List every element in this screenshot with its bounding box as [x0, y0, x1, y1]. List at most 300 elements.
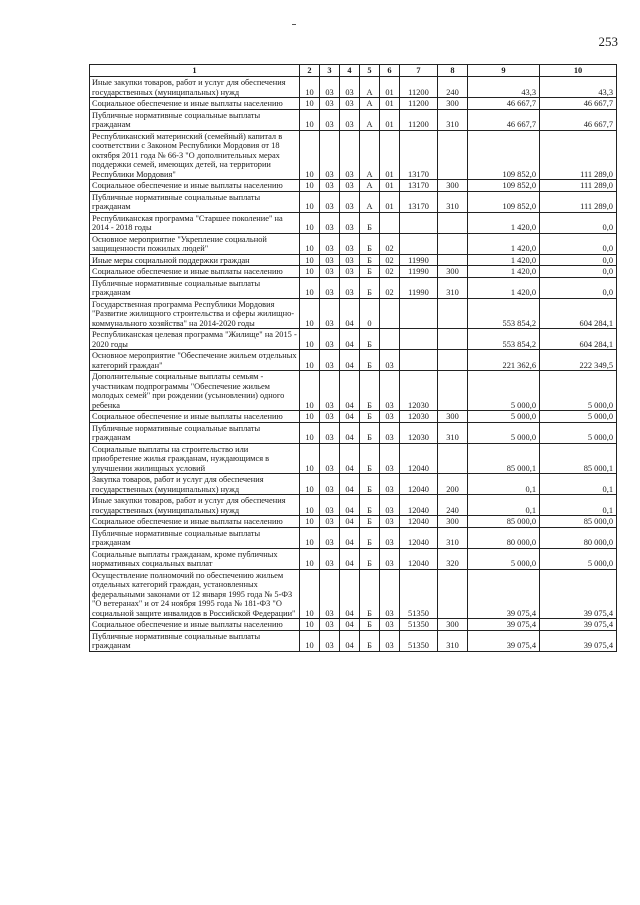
row-label: Социальные выплаты на строительство или приобретение жилья гражданам, нуждающимся в улучшении жилищных условий — [90, 443, 300, 474]
table-row — [90, 371, 617, 411]
subprogram-code: Б — [360, 527, 380, 548]
table-row — [90, 329, 617, 350]
expense-type-code — [438, 254, 468, 266]
direction-code: 11200 — [400, 98, 438, 110]
table-row — [90, 233, 617, 254]
measure-code: 01 — [380, 77, 400, 98]
amount-year-1: 0,1 — [468, 495, 540, 516]
amount-year-2: 5 000,0 — [540, 371, 617, 411]
subprogram-code: А — [360, 191, 380, 212]
amount-year-2: 111 289,0 — [540, 180, 617, 192]
row-label: Социальное обеспечение и иные выплаты населению — [90, 98, 300, 110]
expense-type-code: 300 — [438, 411, 468, 423]
program-code: 04 — [340, 329, 360, 350]
measure-code: 02 — [380, 266, 400, 278]
subsection-code: 03 — [320, 516, 340, 528]
amount-year-1: 553 854,2 — [468, 298, 540, 329]
direction-code: 12030 — [400, 422, 438, 443]
column-header: 4 — [340, 65, 360, 77]
subprogram-code: А — [360, 109, 380, 130]
subprogram-code: А — [360, 180, 380, 192]
program-code: 04 — [340, 298, 360, 329]
subsection-code: 03 — [320, 298, 340, 329]
amount-year-1: 1 420,0 — [468, 266, 540, 278]
row-label: Публичные нормативные социальные выплаты гражданам — [90, 630, 300, 651]
section-code: 10 — [300, 329, 320, 350]
amount-year-2: 0,0 — [540, 266, 617, 278]
amount-year-2: 39 075,4 — [540, 619, 617, 631]
subprogram-code: Б — [360, 443, 380, 474]
table-row — [90, 495, 617, 516]
subprogram-code: А — [360, 98, 380, 110]
direction-code — [400, 212, 438, 233]
program-code: 04 — [340, 516, 360, 528]
subprogram-code: Б — [360, 371, 380, 411]
row-label: Иные меры социальной поддержки граждан — [90, 254, 300, 266]
subsection-code: 03 — [320, 277, 340, 298]
subprogram-code: Б — [360, 411, 380, 423]
measure-code: 02 — [380, 277, 400, 298]
expense-type-code: 310 — [438, 527, 468, 548]
measure-code: 03 — [380, 371, 400, 411]
expense-type-code: 200 — [438, 474, 468, 495]
program-code: 03 — [340, 77, 360, 98]
table-row — [90, 77, 617, 98]
measure-code: 02 — [380, 254, 400, 266]
direction-code: 11990 — [400, 254, 438, 266]
expense-type-code: 240 — [438, 495, 468, 516]
table-row — [90, 443, 617, 474]
measure-code: 03 — [380, 474, 400, 495]
amount-year-1: 5 000,0 — [468, 371, 540, 411]
expense-type-code: 310 — [438, 630, 468, 651]
row-label: Социальные выплаты гражданам, кроме публичных нормативных социальных выплат — [90, 548, 300, 569]
amount-year-2: 111 289,0 — [540, 191, 617, 212]
program-code: 03 — [340, 191, 360, 212]
amount-year-1: 1 420,0 — [468, 233, 540, 254]
section-code: 10 — [300, 548, 320, 569]
table-row — [90, 516, 617, 528]
measure-code: 01 — [380, 109, 400, 130]
subprogram-code: Б — [360, 329, 380, 350]
table-row — [90, 277, 617, 298]
expense-type-code: 310 — [438, 277, 468, 298]
amount-year-2: 85 000,0 — [540, 516, 617, 528]
row-label: Социальное обеспечение и иные выплаты населению — [90, 619, 300, 631]
table-row — [90, 298, 617, 329]
subprogram-code: Б — [360, 212, 380, 233]
column-header: 2 — [300, 65, 320, 77]
table-row — [90, 180, 617, 192]
subsection-code: 03 — [320, 527, 340, 548]
amount-year-1: 85 000,1 — [468, 443, 540, 474]
column-header: 10 — [540, 65, 617, 77]
direction-code: 11990 — [400, 277, 438, 298]
row-label: Иные закупки товаров, работ и услуг для обеспечения государственных (муниципальных) нужд — [90, 495, 300, 516]
row-label: Республиканская программа "Старшее поколение" на 2014 - 2018 годы — [90, 212, 300, 233]
amount-year-1: 5 000,0 — [468, 422, 540, 443]
measure-code: 01 — [380, 180, 400, 192]
subprogram-code: Б — [360, 254, 380, 266]
measure-code: 01 — [380, 98, 400, 110]
row-label: Иные закупки товаров, работ и услуг для обеспечения государственных (муниципальных) нужд — [90, 77, 300, 98]
measure-code: 03 — [380, 495, 400, 516]
direction-code: 12040 — [400, 527, 438, 548]
amount-year-1: 221 362,6 — [468, 350, 540, 371]
measure-code: 03 — [380, 619, 400, 631]
subprogram-code: Б — [360, 233, 380, 254]
program-code: 03 — [340, 277, 360, 298]
amount-year-2: 39 075,4 — [540, 630, 617, 651]
subprogram-code: А — [360, 77, 380, 98]
program-code: 04 — [340, 569, 360, 619]
expense-type-code: 310 — [438, 422, 468, 443]
program-code: 04 — [340, 527, 360, 548]
amount-year-2: 43,3 — [540, 77, 617, 98]
section-code: 10 — [300, 109, 320, 130]
section-code: 10 — [300, 371, 320, 411]
row-label: Публичные нормативные социальные выплаты гражданам — [90, 527, 300, 548]
row-label: Социальное обеспечение и иные выплаты населению — [90, 516, 300, 528]
section-code: 10 — [300, 77, 320, 98]
section-code: 10 — [300, 191, 320, 212]
row-label: Социальное обеспечение и иные выплаты населению — [90, 411, 300, 423]
table-row — [90, 474, 617, 495]
direction-code: 51350 — [400, 619, 438, 631]
table-row — [90, 422, 617, 443]
program-code: 04 — [340, 548, 360, 569]
amount-year-1: 0,1 — [468, 474, 540, 495]
table-row — [90, 630, 617, 651]
subprogram-code: Б — [360, 548, 380, 569]
amount-year-1: 109 852,0 — [468, 191, 540, 212]
measure-code: 01 — [380, 130, 400, 180]
row-label: Республиканский материнский (семейный) капитал в соответствии с Законом Республики Мордовия от 18 октября 2011 года № 66-З "О дополнительных мерах поддержки семей, имеющих детей, на территории Республики Мордовия" — [90, 130, 300, 180]
subprogram-code: Б — [360, 630, 380, 651]
amount-year-1: 1 420,0 — [468, 212, 540, 233]
amount-year-2: 5 000,0 — [540, 411, 617, 423]
direction-code: 12030 — [400, 371, 438, 411]
direction-code: 12040 — [400, 516, 438, 528]
direction-code: 11200 — [400, 77, 438, 98]
subprogram-code: Б — [360, 569, 380, 619]
expense-type-code: 300 — [438, 98, 468, 110]
amount-year-2: 46 667,7 — [540, 109, 617, 130]
expense-type-code — [438, 350, 468, 371]
subsection-code: 03 — [320, 109, 340, 130]
direction-code: 11200 — [400, 109, 438, 130]
program-code: 04 — [340, 443, 360, 474]
section-code: 10 — [300, 443, 320, 474]
direction-code — [400, 350, 438, 371]
amount-year-1: 39 075,4 — [468, 569, 540, 619]
amount-year-2: 0,0 — [540, 277, 617, 298]
direction-code: 12040 — [400, 495, 438, 516]
section-code: 10 — [300, 254, 320, 266]
expense-type-code — [438, 212, 468, 233]
subsection-code: 03 — [320, 548, 340, 569]
amount-year-2: 111 289,0 — [540, 130, 617, 180]
column-header: 8 — [438, 65, 468, 77]
subsection-code: 03 — [320, 371, 340, 411]
subsection-code: 03 — [320, 443, 340, 474]
table-header-row — [90, 65, 617, 77]
amount-year-1: 43,3 — [468, 77, 540, 98]
table-row — [90, 548, 617, 569]
amount-year-1: 39 075,4 — [468, 619, 540, 631]
subsection-code: 03 — [320, 630, 340, 651]
amount-year-1: 80 000,0 — [468, 527, 540, 548]
measure-code — [380, 212, 400, 233]
measure-code: 03 — [380, 422, 400, 443]
program-code: 04 — [340, 371, 360, 411]
amount-year-2: 604 284,1 — [540, 298, 617, 329]
expense-type-code: 300 — [438, 266, 468, 278]
amount-year-2: 604 284,1 — [540, 329, 617, 350]
direction-code — [400, 298, 438, 329]
subsection-code: 03 — [320, 569, 340, 619]
amount-year-2: 222 349,5 — [540, 350, 617, 371]
measure-code — [380, 298, 400, 329]
amount-year-1: 5 000,0 — [468, 411, 540, 423]
section-code: 10 — [300, 233, 320, 254]
expense-type-code: 310 — [438, 191, 468, 212]
table-row — [90, 619, 617, 631]
subsection-code: 03 — [320, 266, 340, 278]
direction-code: 12040 — [400, 443, 438, 474]
direction-code: 13170 — [400, 180, 438, 192]
amount-year-1: 109 852,0 — [468, 180, 540, 192]
budget-table — [89, 64, 617, 652]
program-code: 04 — [340, 411, 360, 423]
program-code: 03 — [340, 98, 360, 110]
direction-code: 12040 — [400, 474, 438, 495]
expense-type-code — [438, 443, 468, 474]
amount-year-2: 39 075,4 — [540, 569, 617, 619]
section-code: 10 — [300, 277, 320, 298]
program-code: 04 — [340, 474, 360, 495]
column-header: 3 — [320, 65, 340, 77]
amount-year-2: 0,1 — [540, 474, 617, 495]
program-code: 04 — [340, 619, 360, 631]
scan-artifact — [292, 24, 296, 25]
expense-type-code — [438, 298, 468, 329]
table-row — [90, 130, 617, 180]
table-row — [90, 212, 617, 233]
column-header: 7 — [400, 65, 438, 77]
amount-year-1: 85 000,0 — [468, 516, 540, 528]
amount-year-1: 39 075,4 — [468, 630, 540, 651]
subprogram-code: 0 — [360, 298, 380, 329]
table-row — [90, 266, 617, 278]
subprogram-code: Б — [360, 277, 380, 298]
amount-year-2: 0,0 — [540, 233, 617, 254]
amount-year-2: 46 667,7 — [540, 98, 617, 110]
expense-type-code: 300 — [438, 180, 468, 192]
program-code: 03 — [340, 212, 360, 233]
amount-year-1: 553 854,2 — [468, 329, 540, 350]
expense-type-code — [438, 329, 468, 350]
table-row — [90, 109, 617, 130]
subsection-code: 03 — [320, 495, 340, 516]
row-label: Социальное обеспечение и иные выплаты населению — [90, 180, 300, 192]
measure-code: 03 — [380, 548, 400, 569]
program-code: 04 — [340, 495, 360, 516]
amount-year-2: 0,0 — [540, 212, 617, 233]
amount-year-2: 5 000,0 — [540, 548, 617, 569]
column-header: 1 — [90, 65, 300, 77]
row-label: Закупка товаров, работ и услуг для обеспечения государственных (муниципальных) нужд — [90, 474, 300, 495]
table-row — [90, 350, 617, 371]
expense-type-code: 300 — [438, 516, 468, 528]
expense-type-code — [438, 569, 468, 619]
row-label: Публичные нормативные социальные выплаты гражданам — [90, 191, 300, 212]
subsection-code: 03 — [320, 98, 340, 110]
direction-code — [400, 233, 438, 254]
subsection-code: 03 — [320, 191, 340, 212]
subprogram-code: Б — [360, 516, 380, 528]
subsection-code: 03 — [320, 212, 340, 233]
subsection-code: 03 — [320, 329, 340, 350]
section-code: 10 — [300, 569, 320, 619]
program-code: 04 — [340, 350, 360, 371]
section-code: 10 — [300, 212, 320, 233]
table-row — [90, 527, 617, 548]
measure-code: 02 — [380, 233, 400, 254]
subsection-code: 03 — [320, 350, 340, 371]
amount-year-2: 0,0 — [540, 254, 617, 266]
subprogram-code: Б — [360, 266, 380, 278]
subprogram-code: Б — [360, 495, 380, 516]
direction-code: 51350 — [400, 569, 438, 619]
program-code: 03 — [340, 130, 360, 180]
section-code: 10 — [300, 630, 320, 651]
program-code: 03 — [340, 180, 360, 192]
amount-year-2: 80 000,0 — [540, 527, 617, 548]
amount-year-1: 1 420,0 — [468, 254, 540, 266]
direction-code: 12040 — [400, 548, 438, 569]
measure-code: 03 — [380, 411, 400, 423]
section-code: 10 — [300, 266, 320, 278]
measure-code: 03 — [380, 516, 400, 528]
section-code: 10 — [300, 180, 320, 192]
subsection-code: 03 — [320, 233, 340, 254]
row-label: Социальное обеспечение и иные выплаты населению — [90, 266, 300, 278]
measure-code: 03 — [380, 569, 400, 619]
section-code: 10 — [300, 411, 320, 423]
program-code: 03 — [340, 254, 360, 266]
expense-type-code: 320 — [438, 548, 468, 569]
section-code: 10 — [300, 298, 320, 329]
amount-year-1: 46 667,7 — [468, 98, 540, 110]
direction-code: 13170 — [400, 191, 438, 212]
direction-code: 51350 — [400, 630, 438, 651]
subprogram-code: Б — [360, 474, 380, 495]
row-label: Дополнительные социальные выплаты семьям - участникам подпрограммы "Обеспечение жильем молодых семей" при рождении (усыновлении) одного ребенка — [90, 371, 300, 411]
subprogram-code: Б — [360, 350, 380, 371]
row-label: Публичные нормативные социальные выплаты гражданам — [90, 422, 300, 443]
section-code: 10 — [300, 619, 320, 631]
direction-code — [400, 329, 438, 350]
program-code: 03 — [340, 109, 360, 130]
column-header: 5 — [360, 65, 380, 77]
row-label: Публичные нормативные социальные выплаты гражданам — [90, 109, 300, 130]
measure-code: 01 — [380, 191, 400, 212]
subsection-code: 03 — [320, 77, 340, 98]
expense-type-code — [438, 371, 468, 411]
subsection-code: 03 — [320, 180, 340, 192]
expense-type-code — [438, 130, 468, 180]
table-row — [90, 254, 617, 266]
table-row — [90, 191, 617, 212]
row-label: Основное мероприятие "Обеспечение жильем отдельных категорий граждан" — [90, 350, 300, 371]
subprogram-code: А — [360, 130, 380, 180]
direction-code: 12030 — [400, 411, 438, 423]
program-code: 04 — [340, 630, 360, 651]
section-code: 10 — [300, 98, 320, 110]
amount-year-2: 5 000,0 — [540, 422, 617, 443]
subsection-code: 03 — [320, 422, 340, 443]
program-code: 04 — [340, 422, 360, 443]
subsection-code: 03 — [320, 130, 340, 180]
subprogram-code: Б — [360, 619, 380, 631]
amount-year-1: 1 420,0 — [468, 277, 540, 298]
measure-code — [380, 329, 400, 350]
amount-year-1: 5 000,0 — [468, 548, 540, 569]
measure-code: 03 — [380, 350, 400, 371]
row-label: Основное мероприятие "Укрепление социальной защищенности пожилых людей" — [90, 233, 300, 254]
table-row — [90, 569, 617, 619]
program-code: 03 — [340, 233, 360, 254]
row-label: Публичные нормативные социальные выплаты гражданам — [90, 277, 300, 298]
measure-code: 03 — [380, 527, 400, 548]
measure-code: 03 — [380, 443, 400, 474]
subprogram-code: Б — [360, 422, 380, 443]
program-code: 03 — [340, 266, 360, 278]
section-code: 10 — [300, 350, 320, 371]
subsection-code: 03 — [320, 619, 340, 631]
section-code: 10 — [300, 130, 320, 180]
expense-type-code: 310 — [438, 109, 468, 130]
subsection-code: 03 — [320, 411, 340, 423]
section-code: 10 — [300, 422, 320, 443]
section-code: 10 — [300, 474, 320, 495]
amount-year-1: 109 852,0 — [468, 130, 540, 180]
section-code: 10 — [300, 495, 320, 516]
section-code: 10 — [300, 516, 320, 528]
column-header: 6 — [380, 65, 400, 77]
expense-type-code: 240 — [438, 77, 468, 98]
subsection-code: 03 — [320, 474, 340, 495]
amount-year-2: 85 000,1 — [540, 443, 617, 474]
measure-code: 03 — [380, 630, 400, 651]
direction-code: 11990 — [400, 266, 438, 278]
row-label: Осуществление полномочий по обеспечению жильем отдельных категорий граждан, установленных федеральными законами от 12 января 1995 года № 5-ФЗ "О ветеранах" и от 24 ноября 1995 года № 181-ФЗ "О социальной защите инвалидов в Российской Федерации" — [90, 569, 300, 619]
table-row — [90, 411, 617, 423]
row-label: Республиканская целевая программа "Жилище" на 2015 - 2020 годы — [90, 329, 300, 350]
page-number: 253 — [598, 34, 618, 49]
row-label: Государственная программа Республики Мордовия "Развитие жилищного строительства и сферы жилищно-коммунального хозяйства" на 2014-2020 годы — [90, 298, 300, 329]
section-code: 10 — [300, 527, 320, 548]
direction-code: 13170 — [400, 130, 438, 180]
subsection-code: 03 — [320, 254, 340, 266]
expense-type-code — [438, 233, 468, 254]
table-row — [90, 98, 617, 110]
expense-type-code: 300 — [438, 619, 468, 631]
amount-year-2: 0,1 — [540, 495, 617, 516]
column-header: 9 — [468, 65, 540, 77]
amount-year-1: 46 667,7 — [468, 109, 540, 130]
